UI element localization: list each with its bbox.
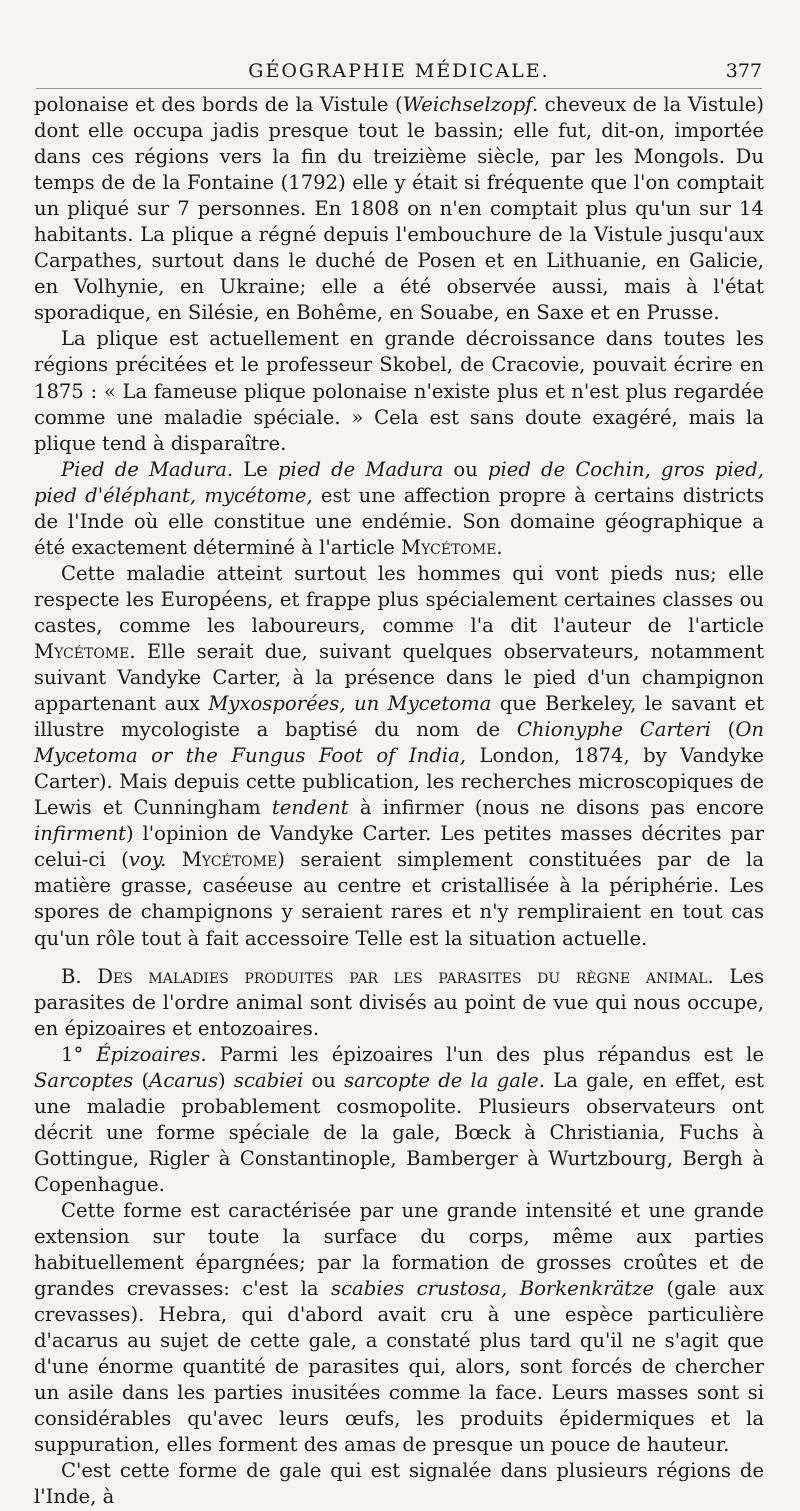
cross-reference: Mycétome [181, 848, 278, 872]
running-title: GÉOGRAPHIE MÉDICALE. [248, 60, 550, 82]
paragraph-gale-inde: C'est cette forme de gale qui est signalée dans plusieurs régions de l'Inde, à [34, 1459, 764, 1509]
paragraph-gale-crustosa: Cette forme est caractérisée par une grande intensité et une grande extension sur toute la surface du corps, même aux parties habituellement épargnées; par la formation de grosses croûtes et de grandes crevasses: c'est la scabies crustosa, Borkenkrätze (gale aux crevasses). Hebra, qui d'abord avait cru à une espèce particulière d'acarus au sujet de cette gale, a constaté plus tard qu'il ne s'agit que d'une énorme quantité de parasites qui, alors, sont forcés de chercher un asile dans les parties inusitées comme la face. Leurs masses sont si considérables qu'avec leurs œufs, les produits épidermiques et la suppuration, elles forment des amas de presque un pouce de hauteur. [34, 1198, 765, 1457]
paragraph-plique-decline: La plique est actuellement en grande décroissance dans toutes les régions précitées et le professeur Skobel, de Cracovie, pouvait écrire en 1875 : « La fameuse plique polonaise n'existe plus et n'est plus regardée comme une maladie spéciale. » Cela est sans doute exagéré, mais la plique tend à disparaître. [34, 327, 764, 455]
paragraph-mycetome-cause: Cette maladie atteint surtout les hommes qui vont pieds nus; elle respecte les Européens, et frappe plus spécialement certaines classes ou castes, comme les laboureurs, comme l'a dit l'auteur de l'article Mycétome. Elle serait due, suivant quelques observateurs, notamment suivant Vandyke Carter, à la présence dans le pied d'un champignon appartenant aux Myxosporées, un Mycetoma que Berkeley, le savant et illustre mycologiste a baptisé du nom de Chionyphe Carteri (On Mycetoma or the Fungus Foot of India, London, 1874, by Vandyke Carter). Mais depuis cette publication, les recherches microscopiques de Lewis et Cunningham tendent à infirmer (nous ne disons pas encore infirment) l'opinion de Vandyke Carter. Les petites masses décrites par celui-ci (voy. Mycétome) seraient simplement constituées par de la matière grasse, caséeuse au centre et cristallisée à la périphérie. Les spores de champignons y seraient rares et n'y rempliraient en tout cas qu'un rôle tout à fait accessoire Telle est la situation actuelle. [34, 561, 765, 950]
paragraph-plique-history: polonaise et des bords de la Vistule (Weichselzopf. cheveux de la Vistule) dont elle occupa jadis presque tout le bassin; elle fut, dit-on, importée dans ces régions vers la fin du treizième siècle, par les Mongols. Du temps de de la Fontaine (1792) elle y était si fréquente que l'on comptait un pliqué sur 7 personnes. En 1808 on n'en comptait plus qu'un sur 14 habitants. La plique a régné depuis l'embouchure de la Vistule jusqu'aux Carpathes, surtout dans le duché de Posen et en Lithuanie, en Galicie, en Volhynie, en Ukraine; elle a été observée aussi, mais à l'état sporadique, en Silésie, en Bohême, en Souabe, en Saxe et en Prusse. [34, 93, 764, 325]
page-number: 377 [725, 60, 762, 82]
paragraph-pied-de-madura: Pied de Madura. Le pied de Madura ou pied de Cochin, gros pied, pied d'éléphant, mycétome, est une affection propre à certains districts de l'Inde où elle constitue une endémie. Son domaine géographique a été exactement déterminé à l'article Mycétome. [34, 457, 765, 559]
section-heading-animal-parasites: B. Des maladies produites par les parasites du règne animal. Les parasites de l'ordre animal sont divisés au point de vue qui nous occupe, en épizoaires et entozoaires. [34, 964, 765, 1040]
paragraph-epizoaires: 1° Épizoaires. Parmi les épizoaires l'un des plus répandus est le Sarcoptes (Acarus) scabiei ou sarcopte de la gale. La gale, en effet, est une maladie probablement cosmopolite. Plusieurs observateurs ont décrit une forme spéciale de la gale, Bœck à Christiania, Fuchs à Gottingue, Rigler à Constantinople, Bamberger à Wurtzbourg, Bergh à Copenhague. [34, 1042, 765, 1196]
cross-reference: Mycétome. [34, 639, 136, 663]
cross-reference: Mycétome. [401, 535, 503, 559]
body-text [34, 92, 764, 1511]
page-header [36, 58, 762, 89]
